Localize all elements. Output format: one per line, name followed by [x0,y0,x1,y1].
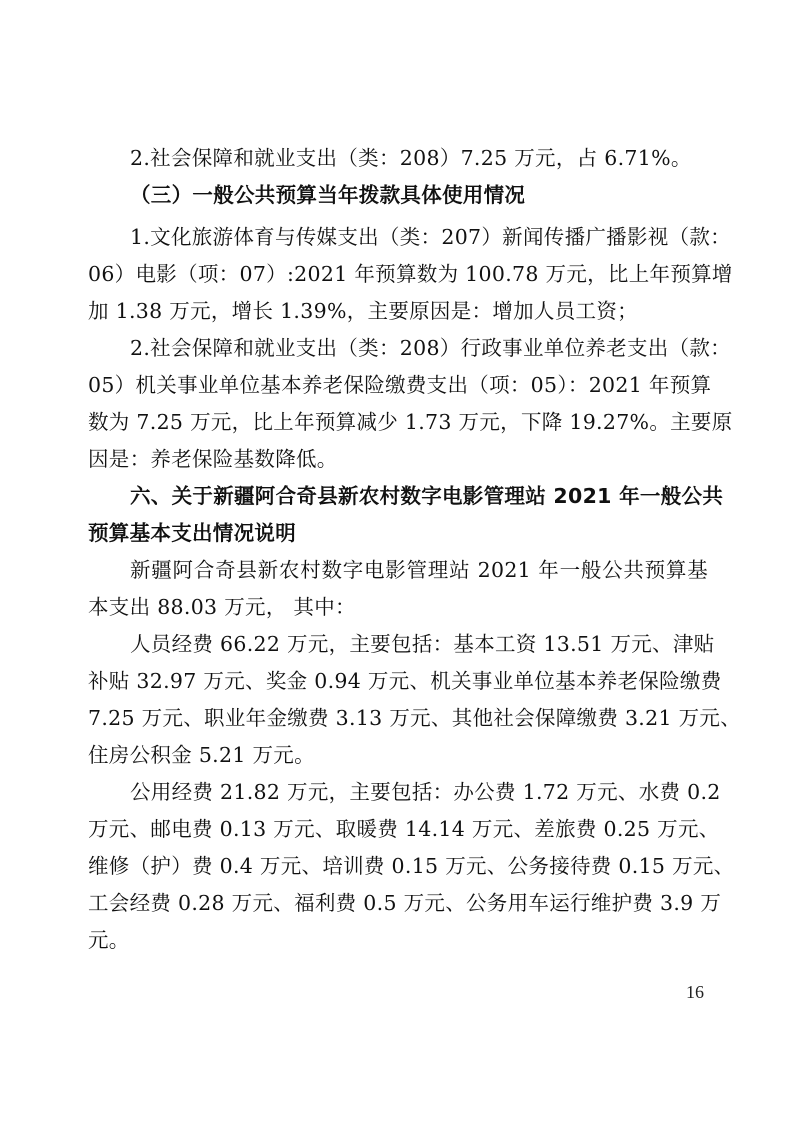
section-heading: 预算基本支出情况说明 [88,521,296,545]
section-heading: 六、关于新疆阿合奇县新农村数字电影管理站 2021 年一般公共 [130,484,724,508]
text-line: 05）机关事业单位基本养老保险缴费支出（项：05）：2021 年预算 [88,373,712,397]
text-line: 维修（护）费 0.4 万元、培训费 0.15 万元、公务接待费 0.15 万元、 [88,854,735,878]
text-line: 7.25 万元、职业年金缴费 3.13 万元、其他社会保障缴费 3.21 万元、 [88,706,742,730]
text-line: 住房公积金 5.21 万元。 [88,743,315,767]
text-line: 公用经费 21.82 万元，主要包括：办公费 1.72 万元、水费 0.2 [130,780,721,804]
section-heading: （三）一般公共预算当年拨款具体使用情况 [130,183,526,207]
text-line: 人员经费 66.22 万元，主要包括：基本工资 13.51 万元、津贴 [130,632,715,656]
text-line: 因是：养老保险基数降低。 [88,447,338,471]
text-line: 补贴 32.97 万元、奖金 0.94 万元、机关事业单位基本养老保险缴费 [88,669,722,693]
text-line: 数为 7.25 万元，比上年预算减少 1.73 万元，下降 19.27%。主要原 [88,410,733,434]
text-line: 2.社会保障和就业支出（类：208）行政事业单位养老支出（款： [130,336,731,360]
text-line: 加 1.38 万元，增长 1.39%，主要原因是：增加人员工资； [88,299,638,323]
text-line: 万元、邮电费 0.13 万元、取暖费 14.14 万元、差旅费 0.25 万元、 [88,817,720,841]
text-line: 工会经费 0.28 万元、福利费 0.5 万元、公务用车运行维护费 3.9 万 [88,891,722,915]
text-line: 06）电影（项：07）:2021 年预算数为 100.78 万元，比上年预算增 [88,262,733,286]
text-line: 2.社会保障和就业支出（类：208）7.25 万元，占 6.71%。 [130,146,692,170]
text-line: 新疆阿合奇县新农村数字电影管理站 2021 年一般公共预算基 [130,558,708,582]
text-line: 元。 [88,928,130,952]
text-line: 本支出 88.03 万元， 其中： [88,595,356,619]
page-number: 16 [686,982,704,1002]
text-line: 1.文化旅游体育与传媒支出（类：207）新闻传播广播影视（款： [130,225,731,249]
